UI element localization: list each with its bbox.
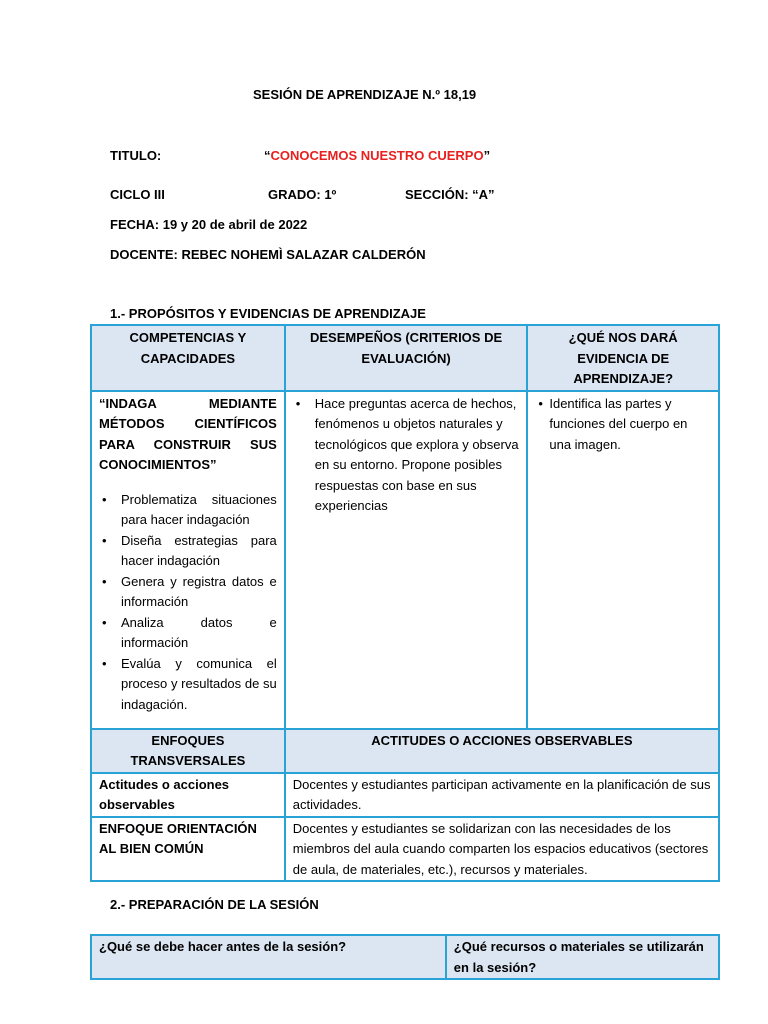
row-label: Actitudes o acciones observables <box>91 773 285 817</box>
purposes-table <box>90 324 720 882</box>
titulo-quote-close: ” <box>483 148 491 163</box>
evidencia-list <box>535 394 711 456</box>
competencia-title: “INDAGA MEDIANTE MÉTODOS CIENTÍFICOS PARA CONSTRUIR SUS CONOCIMIENTOS” <box>99 395 277 472</box>
col-header-competencias: COMPETENCIAS Y CAPACIDADES <box>91 325 285 391</box>
list-item: • Identifica las partes y funciones del cuerpo en una imagen. <box>535 394 711 456</box>
list-item: • Analiza datos e información <box>99 613 277 654</box>
list-item: • Evalúa y comunica el proceso y resultados de su indagación. <box>99 654 277 716</box>
competencias-cell <box>91 391 285 729</box>
list-item: • Hace preguntas acerca de hechos, fenómenos u objetos naturales y tecnológicos que explora y observa en su entorno. Propone posibles respuestas con base en sus experiencias <box>293 394 520 517</box>
session-title: SESIÓN DE APRENDIZAJE N.º 18,19 <box>253 87 477 102</box>
row-text: Docentes y estudiantes se solidarizan con las necesidades de los miembros del aula cuando comparten los espacios educativos (sectores de aula, de materiales, etc.), recursos y materiales. <box>285 817 719 882</box>
titulo-text: CONOCEMOS NUESTRO CUERPO <box>270 148 484 163</box>
section1-heading: 1.- PROPÓSITOS Y EVIDENCIAS DE APRENDIZAJE <box>110 306 426 321</box>
titulo-label: TITULO: <box>110 148 162 163</box>
row-text: Docentes y estudiantes participan activamente en la planificación de sus actividades. <box>285 773 719 817</box>
grado-field: GRADO: 1º <box>268 187 337 202</box>
prep-col-before: ¿Qué se debe hacer antes de la sesión? <box>91 935 446 979</box>
ciclo-field: CICLO III <box>110 187 165 202</box>
enfoques-header: ENFOQUES TRANSVERSALES <box>91 729 285 773</box>
col-header-evidencia: ¿QUÉ NOS DARÁ EVIDENCIA DE APRENDIZAJE? <box>527 325 719 391</box>
capacidades-list <box>99 490 277 716</box>
desempenos-cell <box>285 391 528 729</box>
seccion-field: SECCIÓN: “A” <box>405 187 495 202</box>
list-item: • Genera y registra datos e información <box>99 572 277 613</box>
docente-field: DOCENTE: REBEC NOHEMÌ SALAZAR CALDERÓN <box>110 247 426 262</box>
preparation-table <box>90 934 720 980</box>
titulo-quote-open: “ <box>264 148 271 163</box>
titulo-value <box>264 148 490 163</box>
actitudes-header: ACTITUDES O ACCIONES OBSERVABLES <box>285 729 719 773</box>
list-item: • Diseña estrategias para hacer indagación <box>99 531 277 572</box>
col-header-desempenos: DESEMPEÑOS (CRITERIOS DE EVALUACIÓN) <box>285 325 528 391</box>
evidencia-cell <box>527 391 719 729</box>
fecha-field: FECHA: 19 y 20 de abril de 2022 <box>110 217 308 232</box>
desempenos-list <box>293 394 520 517</box>
section2-heading: 2.- PREPARACIÓN DE LA SESIÓN <box>110 897 319 912</box>
list-item: • Problematiza situaciones para hacer indagación <box>99 490 277 531</box>
prep-col-resources: ¿Qué recursos o materiales se utilizarán en la sesión? <box>446 935 719 979</box>
row-label: ENFOQUE ORIENTACIÓN AL BIEN COMÚN <box>91 817 285 882</box>
